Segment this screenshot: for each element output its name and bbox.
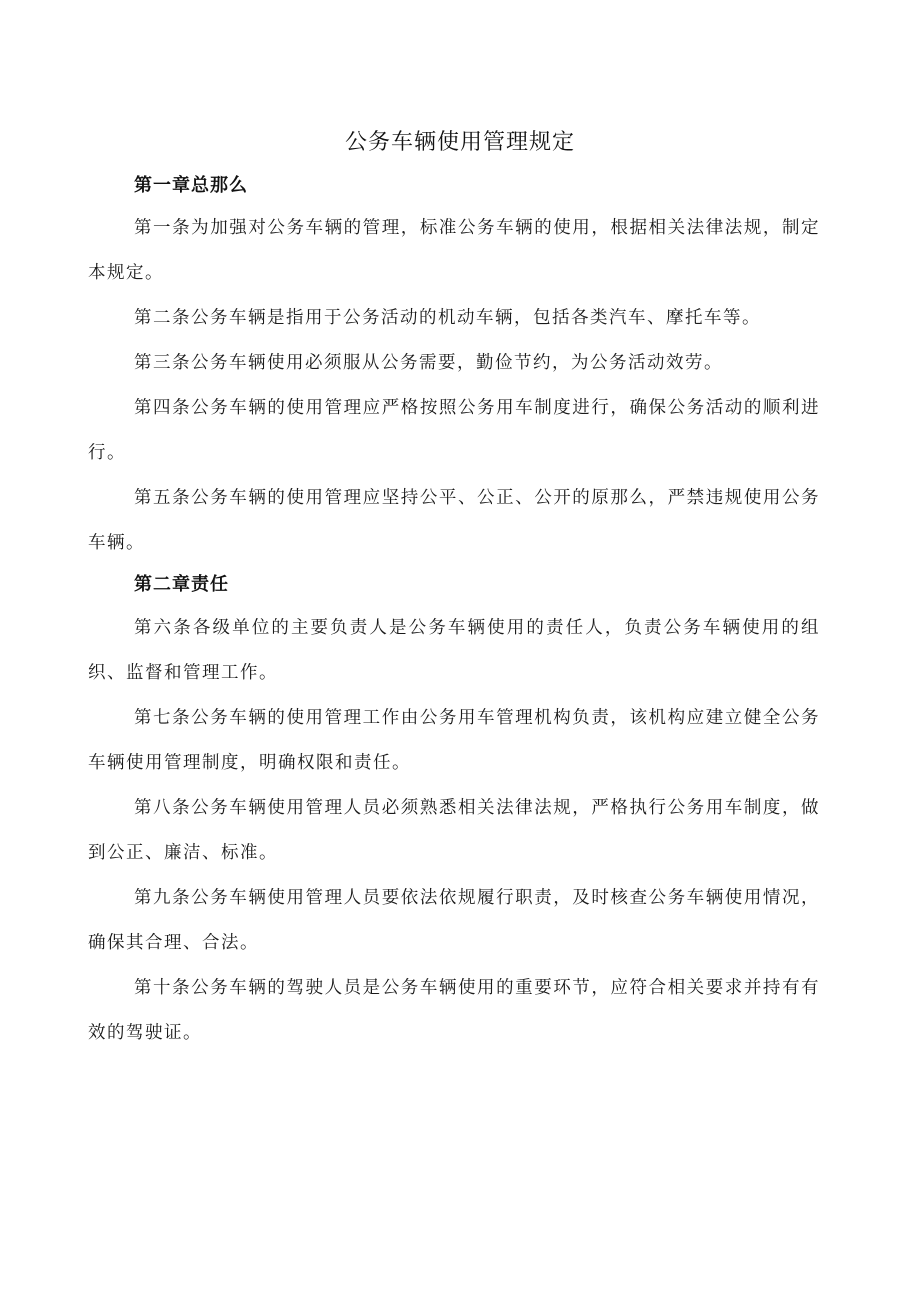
article-5: 第五条公务车辆的使用管理应坚持公平、公正、公开的原那么，严禁违规使用公务车辆。 — [88, 488, 820, 553]
article-2: 第二条公务车辆是指用于公务活动的机动车辆，包括各类汽车、摩托车等。 — [134, 308, 761, 328]
chapter-2-heading: 第二章责任 — [134, 574, 229, 595]
article-4: 第四条公务车辆的使用管理应严格按照公务用车制度进行，确保公务活动的顺利进行。 — [88, 398, 820, 463]
article-1: 第一条为加强对公务车辆的管理，标准公务车辆的使用，根据相关法律法规，制定本规定。 — [88, 218, 820, 283]
article-6: 第六条各级单位的主要负责人是公务车辆使用的责任人，负责公务车辆使用的组织、监督和管理工作。 — [88, 618, 820, 683]
article-9: 第九条公务车辆使用管理人员要依法依规履行职责，及时核查公务车辆使用情况，确保其合理、合法。 — [88, 888, 820, 953]
chapter-1-heading: 第一章总那么 — [134, 175, 248, 196]
article-3: 第三条公务车辆使用必须服从公务需要，勤俭节约，为公务活动效劳。 — [134, 353, 723, 373]
article-7: 第七条公务车辆的使用管理工作由公务用车管理机构负责，该机构应建立健全公务车辆使用管理制度，明确权限和责任。 — [88, 708, 820, 773]
document-title: 公务车辆使用管理规定 — [344, 130, 575, 155]
article-10: 第十条公务车辆的驾驶人员是公务车辆使用的重要环节，应符合相关要求并持有有效的驾驶证。 — [88, 978, 820, 1043]
article-8: 第八条公务车辆使用管理人员必须熟悉相关法律法规，严格执行公务用车制度，做到公正、廉洁、标准。 — [88, 798, 820, 863]
